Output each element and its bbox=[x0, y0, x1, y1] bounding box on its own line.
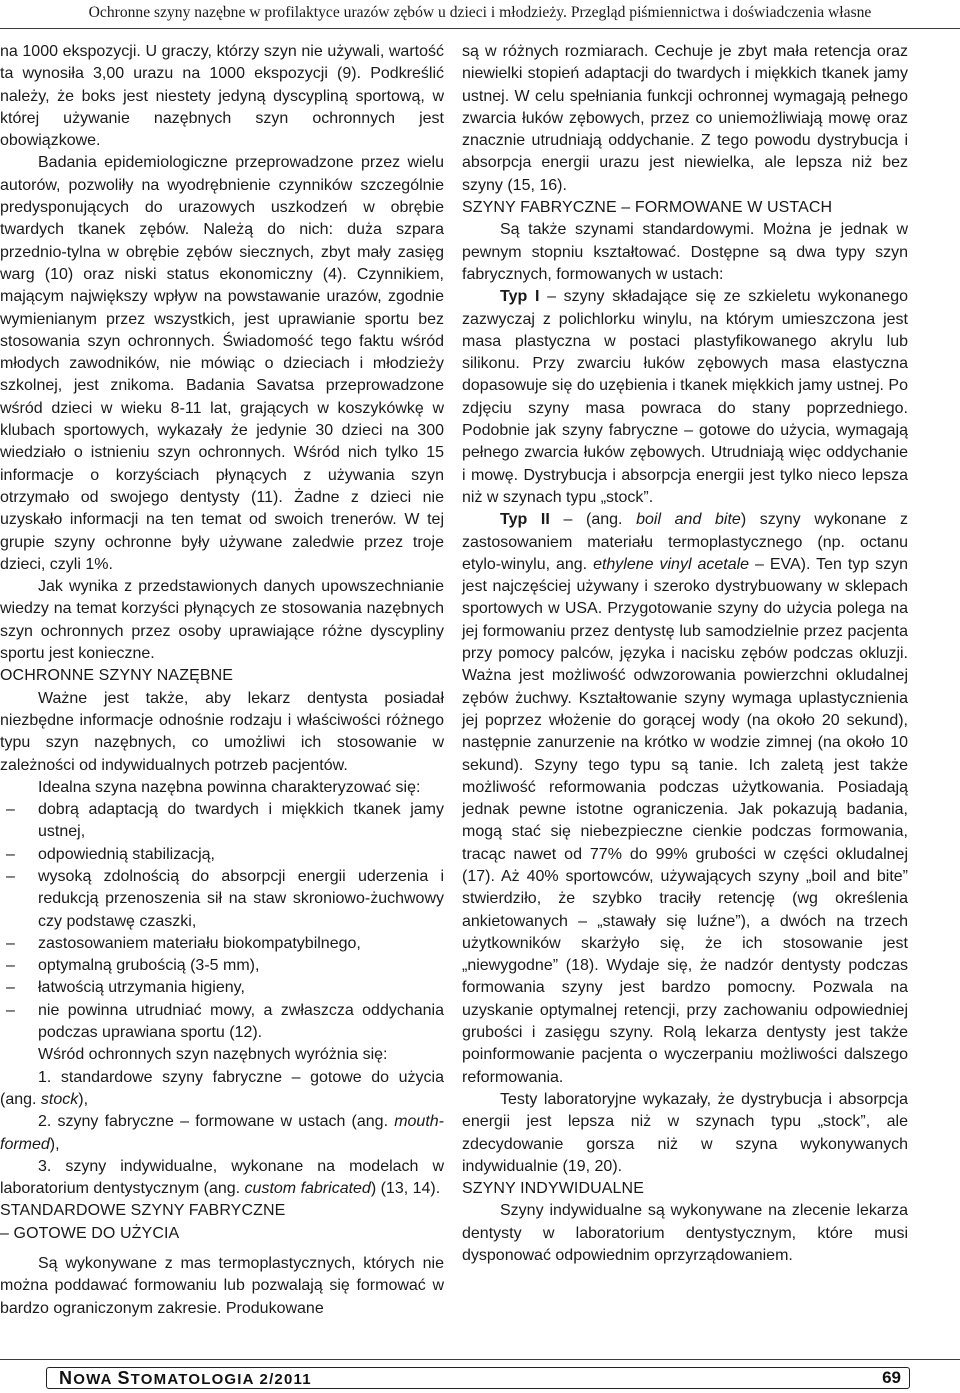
section-heading: OCHRONNE SZYNY NAZĘBNE bbox=[0, 667, 234, 685]
list-item: – zastosowaniem materiału biokompatybilnego, bbox=[0, 933, 444, 955]
list-item: – dobrą adaptacją do twardych i miękkich tkanek jamy ustnej, bbox=[6, 801, 444, 841]
numbered-item: 2. szyny fabryczne – formowane w ustach (ang. mouth-formed), bbox=[0, 1113, 444, 1153]
list-item: – odpowiednią stabilizacją, bbox=[0, 844, 444, 866]
type-label: Typ I bbox=[500, 288, 540, 306]
page-number: 69 bbox=[882, 1368, 901, 1387]
running-header bbox=[0, 0, 960, 29]
paragraph: Testy laboratoryjne wykazały, że dystrybucja i absorpcja energii jest lepsza niż w szynach typu „stock”, ale zdecydowanie gorsza niż w szyna wykonywanych indywidualnie (19, 20). bbox=[462, 1090, 908, 1175]
paragraph: Są także szynami standardowymi. Można je jednak w pewnym stopniu kształtować. Dostępne są dwa typy szyn fabrycznych, formowanych w ustach: bbox=[462, 221, 908, 283]
list-item: – nie powinna utrudniać mowy, a zwłaszcza oddychania podczas uprawiana sportu (12). bbox=[6, 1001, 444, 1042]
paragraph: na 1000 ekspozycji. U graczy, którzy szyn nie używali, wartość ta wynosiła 3,00 urazu na 1000 ekspozycji (9). Podkreślić należy, że boks jest niestety jedyną dyscypliną sportową, w której używanie nazębnych szyn ochronnych jest obowiązkowe. bbox=[0, 43, 444, 150]
section-heading: SZYNY FABRYCZNE – FORMOWANE W USTACH bbox=[462, 199, 833, 217]
list-item: – optymalną grubością (3-5 mm), bbox=[0, 955, 444, 977]
dash-marker: – bbox=[6, 845, 15, 863]
paragraph: Badania epidemiologiczne przeprowadzone przez wielu autorów, pozwoliły na wyodrębnienie czynników szczególnie predysponujących do urazowych uszkodzeń w obrębie twardych tkanek zębów. Należą do nich: duża szpara przednio-tylna w obrębie zębów siecznych, zbyt mały zasięg warg (10) oraz niski status ekonomiczny (4). Czynnikiem, mającym największy wpływ na powstawanie urazów, zgodnie wymienianym przez wszystkich, jest uprawianie sportu bez stosowania szyn ochronnych. Świadomość tego faktu wśród młodych zawodników, nie mówiąc o dzieciach i młodzieży szkolnej, jest znikoma. Badania Savatsa przeprowadzone wśród dzieci w wieku 8-11 lat, grających w koszykówkę w klubach sportowych, wykazały że jedynie 30 dzieci na 300 wiedziało o istnieniu szyn ochronnych. Wśród nich tylko 15 informacje o korzyściach płynących z używania szyn otrzymało od swojego dentysty (11). Żadne z dzieci nie uzyskało informacji na ten temat od swoich trenerów. W tej grupie szyny ochronne były używane zaledwie przez troje dzieci, czyli 1%. bbox=[0, 154, 444, 573]
dash-marker: – bbox=[6, 979, 15, 997]
numbered-item: 1. standardowe szyny fabryczne – gotowe do użycia (ang. stock), bbox=[0, 1068, 444, 1108]
footer-bar bbox=[46, 1367, 910, 1389]
paragraph: Ważne jest także, aby lekarz dentysta posiadał niezbędne informacje odnośnie rodzaju i właściwości różnego typu szyn nazębnych, co umożliwi ich stosowanie w zależności od indywidualnych potrzeb pacjentów. bbox=[0, 689, 444, 774]
type-paragraph: Typ II – (ang. boil and bite) szyny wykonane z zastosowaniem materiału termoplastycznego (np. octanu etylo-winylu, ang. ethylene vinyl acetale – EVA). Ten typ szyn jest najczęściej używany i szeroko dystrybuowany w sklepach sportowych w USA. Przygotowanie szyny do użycia polega na jej formowaniu przez dentystę lub samodzielnie przez pacjenta przy pomocy palców, języka i nacisku zębów podczas okluzji. Ważna jest możliwość odwzorowania powierzchni okludalnej zębów żuchwy. Kształtowanie szyny wymaga uplastycznienia jej poprzez włożenie do gorącej wody (na około 20 sekund), następnie zanurzenie na krótko w wodzie zimnej (na około 10 sekund). Szyny tego typu są tanie. Ich zaletą jest także możliwość reformowania podczas użytkowania. Posiadają jednak pewne istotne ograniczenia. Jak pokazują badania, mogą stać się niebezpieczne cienkie podczas formowania, tracąc nawet od 77% do 99% grubości w części okludalnej (17). Aż 40% sportowców, używających szyny „boil and bite” stwierdziło, że szybko traciły retencję (wg określenia ankietowanych – „stawały się luźne”), a dwóch na trzech użytkowników skarżyło się, że ich stosowanie jest „niewygodne” (18). Wydaje się, że nadzór dentysty podczas formowania szyny jest bardzo pomocny. Pozwala na uzyskanie optymalnej retencji, przy zachowaniu odpowiedniej grubości i zasięgu szyny. Rolą lekarza dentysty jest także poinformowanie pacjenta o wyczerpaniu możliwości dalszego reformowania. bbox=[462, 511, 909, 1086]
section-heading: STANDARDOWE SZYNY FABRYCZNE – GOTOWE DO UŻYCIA bbox=[0, 1202, 286, 1242]
right-column bbox=[462, 41, 908, 1267]
paragraph: Idealna szyna nazębna powinna charakteryzować się: bbox=[38, 778, 421, 796]
paragraph: Szyny indywidualne są wykonywane na zlecenie lekarza dentysty w laboratorium dentystycznym, które musi dysponować odpowiednim oprzyrządowaniem. bbox=[462, 1202, 908, 1265]
type-label: Typ II bbox=[500, 511, 550, 529]
list-item: – wysoką zdolnością do absorpcji energii uderzenia i redukcją przenoszenia sił na staw skroniowo-żuchwowy czy podstawę czaszki, bbox=[6, 867, 444, 930]
section-heading: SZYNY INDYWIDUALNE bbox=[462, 1180, 644, 1198]
paragraph: są w różnych rozmiarach. Cechuje je zbyt mała retencja oraz niewielki stopień adaptacji do twardych i miękkich tkanek jamy ustnej. W celu spełniania funkcji ochronnej wymagają pełnego zwarcia łuków zębowych, przez co uniemożliwiają mowę oraz znacznie utrudniają oddychanie. Z tego powodu dystrybucja i absorpcja energii urazu jest niewielka, ale lepsza niż bez szyny (15, 16). bbox=[462, 43, 908, 194]
dash-marker: – bbox=[6, 934, 15, 952]
dash-marker: – bbox=[6, 801, 15, 819]
paragraph: Są wykonywane z mas termoplastycznych, których nie można poddawać formowaniu lub pozwalają się formować w bardzo ograniczonym zakresie. Produkowane bbox=[0, 1255, 444, 1317]
paragraph: Wśród ochronnych szyn nazębnych wyróżnia się: bbox=[38, 1046, 388, 1064]
numbered-item: 3. szyny indywidualne, wykonane na modelach w laboratorium dentystycznym (ang. custom fabricated) (13, 14). bbox=[0, 1157, 444, 1198]
footer-rule bbox=[0, 1359, 960, 1360]
paragraph: Jak wynika z przedstawionych danych upowszechnianie wiedzy na temat korzyści płynących ze stosowania nazębnych szyn ochronnych przez osoby uprawiające różne dyscypliny sportu jest konieczne. bbox=[0, 578, 444, 663]
dash-marker: – bbox=[6, 867, 15, 885]
dash-marker: – bbox=[6, 1001, 15, 1019]
list-item: – łatwością utrzymania higieny, bbox=[0, 977, 444, 999]
requirements-list bbox=[0, 799, 444, 1044]
running-title: Ochronne szyny nazębne w profilaktyce urazów zębów u dzieci i młodzieży. Przegląd piśmiennictwa i doświadczenia własne bbox=[88, 4, 872, 21]
journal-name: NOWA STOMATOLOGIA 2/2011 bbox=[59, 1368, 312, 1388]
left-column bbox=[0, 41, 444, 1320]
type-paragraph: Typ I – szyny składające się ze szkieletu wykonanego zazwyczaj z polichlorku winylu, na którym umieszczona jest masa plastyczna w postaci plastyfikowanego akrylu lub silikonu. Przy zwarciu łuków zębowych masa elastyczna dopasowuje się do uzębienia i tkanek miękkich jamy ustnej. Po zdjęciu szyny masa powraca do stany poprzedniego. Podobnie jak szyny fabryczne – gotowe do użycia, wymagają pełnego zwarcia łuków zębowych. Utrudniają więc oddychanie i mowę. Dystrybucja i absorpcja energii jest tylko nieco lepsza niż w szynach typu „stock”. bbox=[462, 288, 908, 506]
dash-marker: – bbox=[6, 957, 15, 975]
